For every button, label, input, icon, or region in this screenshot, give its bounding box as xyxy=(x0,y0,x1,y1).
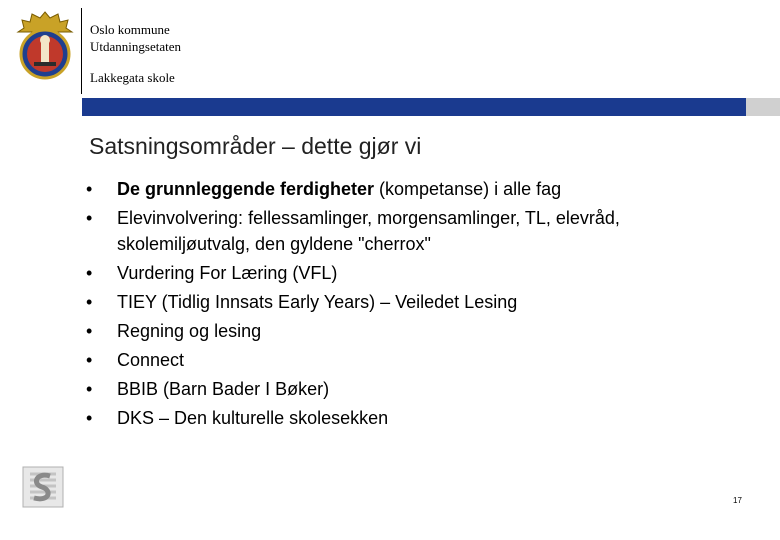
bullet-plain-text: Vurdering For Læring (VFL) xyxy=(117,263,338,283)
bullet-plain-text: TIEY (Tidlig Innsats Early Years) – Veiledet Lesing xyxy=(117,292,518,312)
header-divider xyxy=(81,8,82,94)
bullet-item xyxy=(86,347,726,373)
bullet-marker: • xyxy=(86,408,93,428)
school-name: Lakkegata skole xyxy=(90,70,175,85)
bullet-plain-text: BBIB (Barn Bader I Bøker) xyxy=(117,379,330,399)
bullet-text xyxy=(117,318,726,344)
org-line-agency: Utdanningsetaten xyxy=(90,39,181,54)
bullet-marker: • xyxy=(86,379,93,399)
bullet-list xyxy=(86,176,726,434)
bullet-marker: • xyxy=(86,321,93,341)
bullet-item xyxy=(86,405,726,431)
header-bar xyxy=(82,98,746,116)
bullet-plain-text: Elevinvolvering: fellessamlinger, morgensamlinger, TL, elevråd, skolemiljøutvalg, den gyldene "cherrox" xyxy=(117,208,620,254)
page-number: 17 xyxy=(733,496,742,505)
organization-name xyxy=(90,21,181,55)
bullet-item xyxy=(86,205,726,257)
bullet-item xyxy=(86,318,726,344)
bullet-plain-text: Regning og lesing xyxy=(117,321,262,341)
bullet-text xyxy=(117,376,726,402)
bullet-bold-text: De grunnleggende ferdigheter xyxy=(117,179,375,199)
bullet-plain-text: DKS – Den kulturelle skolesekken xyxy=(117,408,389,428)
header-bar-end xyxy=(746,98,780,116)
bullet-plain-text: (kompetanse) i alle fag xyxy=(374,179,562,199)
bullet-marker: • xyxy=(86,263,93,283)
org-line-municipality: Oslo kommune xyxy=(90,22,170,37)
oslo-municipality-mark-icon xyxy=(22,466,64,508)
bullet-item xyxy=(86,376,726,402)
oslo-coat-of-arms-icon xyxy=(14,10,76,80)
bullet-text xyxy=(117,405,726,431)
bullet-plain-text: Connect xyxy=(117,350,185,370)
bullet-text xyxy=(117,205,726,257)
bullet-item xyxy=(86,260,726,286)
bullet-text xyxy=(117,289,726,315)
bullet-marker: • xyxy=(86,350,93,370)
bullet-text xyxy=(117,176,726,202)
bullet-item xyxy=(86,289,726,315)
bullet-marker: • xyxy=(86,179,93,199)
bullet-text xyxy=(117,347,726,373)
slide-title: Satsningsområder – dette gjør vi xyxy=(89,133,422,159)
bullet-marker: • xyxy=(86,292,93,312)
bullet-marker: • xyxy=(86,208,93,228)
bullet-text xyxy=(117,260,726,286)
bullet-item xyxy=(86,176,726,202)
